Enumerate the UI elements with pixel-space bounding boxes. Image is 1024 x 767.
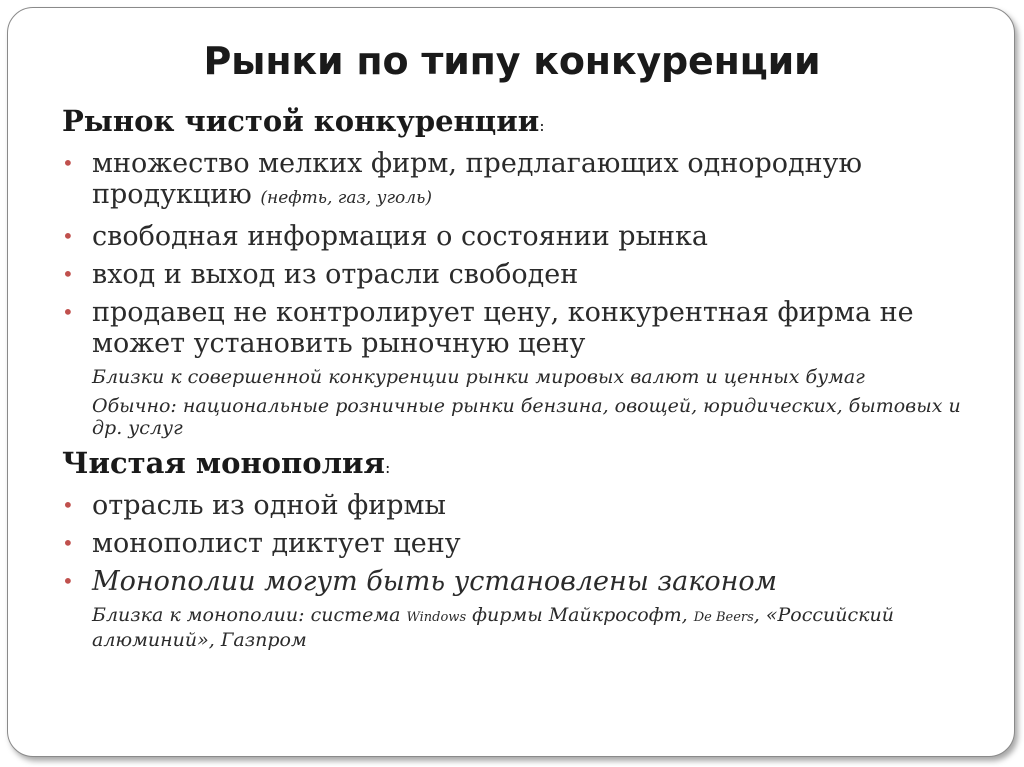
bullet-item [62,490,962,521]
bullet-note: (нефть, газ, уголь) [260,188,432,208]
note-text: , «Российский алюминий», Газпром [92,604,894,651]
bullet-item [62,259,962,290]
note-brand-debeers: De Beers [693,610,754,625]
sub-note: Обычно: национальные розничные рынки бензина, овощей, юридических, бытовых и др. услуг [92,395,961,439]
bullet-text: Монополии могут быть установлены законом [92,566,778,597]
bullet-item [62,528,962,559]
heading-text: Рынок чистой конкуренции [62,104,540,138]
slide-content [62,103,962,651]
section-heading-pure-competition [62,103,962,144]
bullet-item [62,297,962,359]
bullet-text: множество мелких фирм, предлагающих однородную продукцию [92,148,863,210]
bullet-text: монополист диктует цену [92,528,461,559]
section-heading-monopoly [62,445,962,486]
bullet-item [62,148,962,214]
bullet-text: свободная информация о состоянии рынка [92,221,709,252]
heading-colon: : [539,116,545,135]
bullet-item [62,221,962,252]
note-brand-windows: Windows [406,610,467,625]
sub-note: Близки к совершенной конкуренции рынки мировых валют и ценных бумаг [92,366,865,388]
bullet-text: продавец не контролирует цену, конкурентная фирма не может установить рыночную цену [92,297,914,359]
bullet-item [62,566,962,597]
slide-title: Рынки по типу конкуренции [203,39,821,83]
note-text: фирмы Майкрософт, [466,604,694,626]
sub-note-monopoly [62,604,962,651]
bullet-text: отрасль из одной фирмы [92,490,447,521]
heading-colon: : [384,458,391,477]
note-text: Близка к монополии: система [92,604,407,626]
heading-text: Чистая монополия [62,446,385,480]
bullet-text: вход и выход из отрасли свободен [92,259,579,290]
